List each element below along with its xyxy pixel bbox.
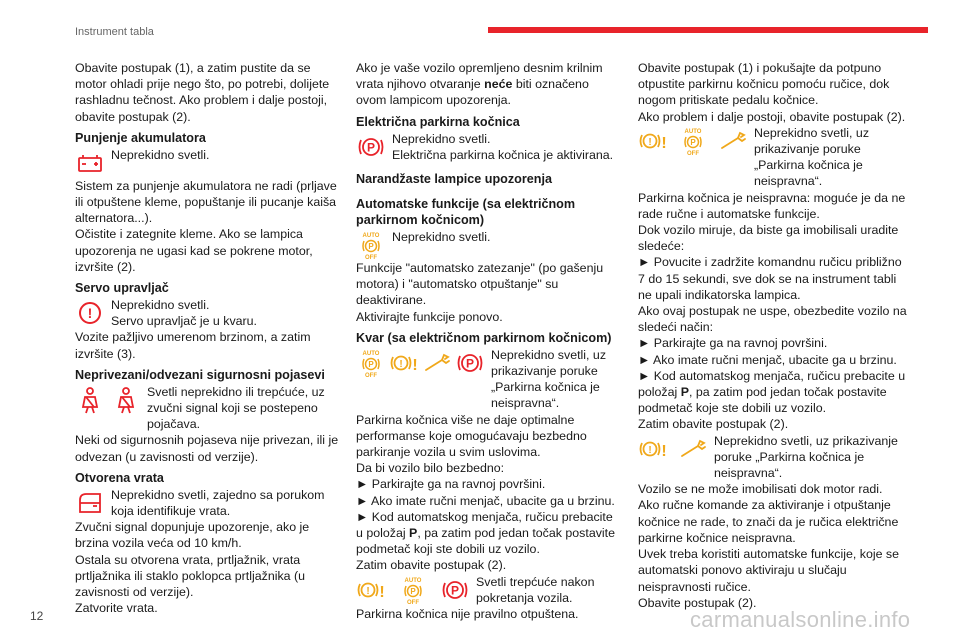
col3-step-3: ► Ako imate ručni menjač, ubacite ga u brzinu.: [638, 352, 897, 367]
wrench-service-icon: [718, 126, 748, 156]
open-door-icon: [75, 488, 105, 518]
door-text-2: Ostala su otvorena vrata, prtljažnik, vrata prtljažnika ili staklo poklopca prtljažnika (u zavisnosti od verzije).: [75, 552, 306, 600]
steering-text: Servo upravljač je u kvaru.: [111, 314, 258, 329]
auto-off-parking-brake-icon: [398, 575, 428, 605]
col3-step-4: ► Kod automatskog menjača, ručicu prebacite u položaj P, pa zatim pod jedan točak postavite podmetač koje ste dobili uz vozilo.: [638, 368, 906, 416]
svg-text:P: P: [465, 356, 475, 371]
steering-wheel-warning-icon: [75, 298, 105, 328]
svg-text:!: !: [399, 358, 403, 370]
auto-item: [356, 229, 622, 260]
fault-text-3: Zatim obavite postupak (2).: [356, 558, 507, 573]
section-title: Instrument tabla: [75, 26, 154, 38]
header-accent-bar: [488, 27, 928, 33]
brake-fault-exclamation-icon: [389, 348, 419, 378]
svg-text:AUTO: AUTO: [684, 128, 702, 135]
parking-brake-red-icon: [455, 348, 485, 378]
wrench-service-icon: [422, 348, 452, 378]
svg-text:P: P: [690, 137, 696, 147]
col3-status-item-1: [638, 125, 908, 190]
svg-text:AUTO: AUTO: [362, 350, 380, 357]
col3-text-5: Vozilo se ne može imobilisati dok motor radi.: [638, 482, 883, 497]
auto-off-parking-brake-icon: [356, 348, 386, 378]
column-1: [75, 60, 340, 616]
col2-intro: Ako je vaše vozilo opremljeno desnim krilnim vrata njihovo otvaranje neće biti označeno ovom lampicom upozorenja.: [356, 61, 603, 108]
battery-heading: Punjenje akumulatora: [75, 130, 206, 145]
battery-item: [75, 147, 340, 178]
col3-status-item-2: [638, 433, 908, 482]
col3-text-2: Dok vozilo miruje, da biste ga imobilisali uradite sledeće:: [638, 223, 899, 254]
col3-step-2: ► Parkirajte ga na ravnoj površini.: [638, 336, 828, 351]
door-text: Zvučni signal dopunjuje upozorenje, ako je brzina vozila veća od 10 km/h.: [75, 520, 310, 551]
col3-step-1: ► Povucite i zadržite komandnu ručicu približno 7 do 15 sekundi, sve dok se na instrument tabli ne upali indikatorska lampica.: [638, 255, 902, 302]
svg-text:!: !: [648, 444, 652, 456]
seatbelt-status: Svetli neprekidno ili trepćuće, uz zvučni signal koji se postepeno pojačava.: [147, 384, 325, 432]
col3-intro: Obavite postupak (1) i pokušajte da potpuno otpustite parkirnu kočnicu pomoću ručice, dok nogom pritiskate pedalu kočnice.: [638, 61, 890, 108]
svg-text:OFF: OFF: [365, 372, 377, 378]
col3-text-3: Ako ovaj postupak ne uspe, obezbedite vozilo na sledeći način:: [638, 304, 907, 335]
epb-heading: Električna parkirna kočnica: [356, 114, 520, 129]
col3-text-8: Obavite postupak (2).: [638, 595, 757, 610]
fault-flash-status: Svetli trepćuće nakon pokretanja vozila.: [476, 574, 595, 605]
steering-status: Neprekidno svetli.: [111, 298, 210, 313]
epb-text: Električna parkirna kočnica je aktivirana.: [392, 147, 614, 162]
column-2: [356, 60, 622, 622]
fault-heading: Kvar (sa električnom parkirnom kočnicom): [356, 330, 612, 345]
battery-text: Sistem za punjenje akumulatora ne radi (prljave ili otpuštene kleme, popuštanje ili pucanje kaiša alternatora...).: [75, 178, 337, 226]
door-item: [75, 487, 340, 519]
door-status: Neprekidno svetli, zajedno sa porukom koja identifikuje vrata.: [111, 487, 325, 519]
seatbelt-warning-icon: [75, 385, 105, 415]
door-heading: Otvorena vrata: [75, 470, 164, 485]
svg-text:P: P: [368, 242, 374, 252]
svg-text:!: !: [366, 585, 370, 597]
svg-text:P: P: [366, 140, 376, 155]
fault-flash-item: [356, 574, 622, 606]
svg-text:!: !: [661, 134, 667, 152]
fault-text: Parkirna kočnica više ne daje optimalne performanse koje omogućavaju bezbedno parkiranje vozila u svim uslovima.: [356, 412, 587, 460]
brake-fault-exclamation-icon: [638, 126, 668, 156]
battery-text-2: Očistite i zategnite kleme. Ako se lampica upozorenja ne ugasi kad se pokrene motor, izvršite (2).: [75, 227, 313, 274]
col3-text-6: Ako ručne komande za aktiviranje i otpuštanje kočnice ne rade, to znači da je ručica električne parkirne kočnice neispravna.: [638, 498, 899, 545]
epb-status: Neprekidno svetli.: [392, 131, 491, 146]
battery-warning-icon: [75, 148, 105, 178]
svg-text:!: !: [648, 136, 652, 148]
auto-text-2: Aktivirajte funkcije ponovo.: [356, 309, 503, 324]
auto-heading: Automatske funkcije (sa električnom parkirnom kočnicom): [356, 197, 576, 228]
fault-step-3: ► Kod automatskog menjača, ručicu prebacite u položaj P, pa zatim pod jedan točak postavite podmetač koji ste dobili uz vozilo.: [356, 509, 615, 557]
svg-text:!: !: [379, 583, 385, 601]
svg-text:AUTO: AUTO: [404, 577, 422, 584]
column-3: [638, 60, 908, 611]
watermark: carmanualsonline.info: [690, 607, 911, 632]
fault-status: Neprekidno svetli, uz prikazivanje poruke „Parkirna kočnica je neispravna“.: [491, 347, 607, 411]
fault-flash-text: Parkirna kočnica nije pravilno otpuštena.: [356, 607, 579, 622]
door-text-3: Zatvorite vrata.: [75, 601, 158, 616]
battery-status: Neprekidno svetli.: [111, 147, 210, 162]
svg-text:!: !: [661, 442, 667, 460]
svg-text:P: P: [410, 586, 416, 596]
col3-text-1: Parkirna kočnica je neispravna: moguće je da ne rade ručne i automatske funkcije.: [638, 190, 906, 221]
steering-heading: Servo upravljač: [75, 281, 169, 296]
svg-text:OFF: OFF: [687, 150, 699, 156]
col3-status-1: Neprekidno svetli, uz prikazivanje poruke „Parkirna kočnica je neispravna“.: [754, 125, 870, 189]
col3-text-7: Uvek treba koristiti automatske funkcije, koje se automatski ponovo aktiviraju u slučaju neispravnosti ručice.: [638, 547, 900, 594]
svg-text:!: !: [87, 305, 93, 322]
page-number: 12: [30, 609, 44, 623]
seatbelt-heading: Neprivezani/odvezani sigurnosni pojasevi: [75, 367, 325, 382]
svg-text:P: P: [450, 583, 460, 598]
seatbelt-text: Neki od sigurnosnih pojaseva nije privezan, ili je odvezan (u zavisnosti od verzije).: [75, 433, 339, 464]
svg-text:OFF: OFF: [365, 255, 377, 261]
steering-item: [75, 297, 340, 329]
orange-lamps-heading: Narandžaste lampice upozorenja: [356, 172, 552, 187]
svg-text:!: !: [412, 356, 418, 374]
steering-text-2: Vozite pažljivo umerenom brzinom, a zatim izvršite (3).: [75, 330, 311, 361]
epb-item: [356, 131, 622, 163]
fault-step-2: ► Ako imate ručni menjač, ubacite ga u brzinu.: [356, 493, 615, 508]
auto-status: Neprekidno svetli.: [392, 230, 491, 245]
auto-off-parking-brake-icon: [678, 126, 708, 156]
parking-brake-icon: [356, 132, 386, 162]
fault-step-1: ► Parkirajte ga na ravnoj površini.: [356, 477, 546, 492]
seatbelt-warning-icon-alt: [111, 385, 141, 415]
auto-off-parking-brake-icon: [356, 230, 386, 260]
fault-item: [356, 347, 622, 412]
brake-fault-exclamation-icon: [356, 575, 386, 605]
seatbelt-item: [75, 384, 340, 433]
svg-text:OFF: OFF: [407, 599, 419, 605]
col3-intro-2: Ako problem i dalje postoji, obavite postupak (2).: [638, 109, 906, 124]
col1-intro: Obavite postupak (1), a zatim pustite da se motor ohladi prije nego što, po potrebi, dolijete rashladnu tečnost. Ako problem i dalje postoji, obavite postupak (2).: [75, 61, 330, 124]
svg-text:AUTO: AUTO: [362, 233, 380, 240]
col3-status-2: Neprekidno svetli, uz prikazivanje poruke „Parkirna kočnica je neispravna“.: [714, 433, 898, 481]
svg-text:P: P: [368, 359, 374, 369]
parking-brake-red-icon: [440, 575, 470, 605]
auto-text: Funkcije "automatsko zatezanje" (po gašenju motora) i "automatsko otpuštanje" su deaktivirane.: [356, 261, 604, 308]
fault-text-2: Da bi vozilo bilo bezbedno:: [356, 461, 505, 476]
wrench-service-icon: [678, 434, 708, 464]
col3-text-4: Zatim obavite postupak (2).: [638, 417, 789, 432]
brake-fault-exclamation-icon: [638, 434, 668, 464]
